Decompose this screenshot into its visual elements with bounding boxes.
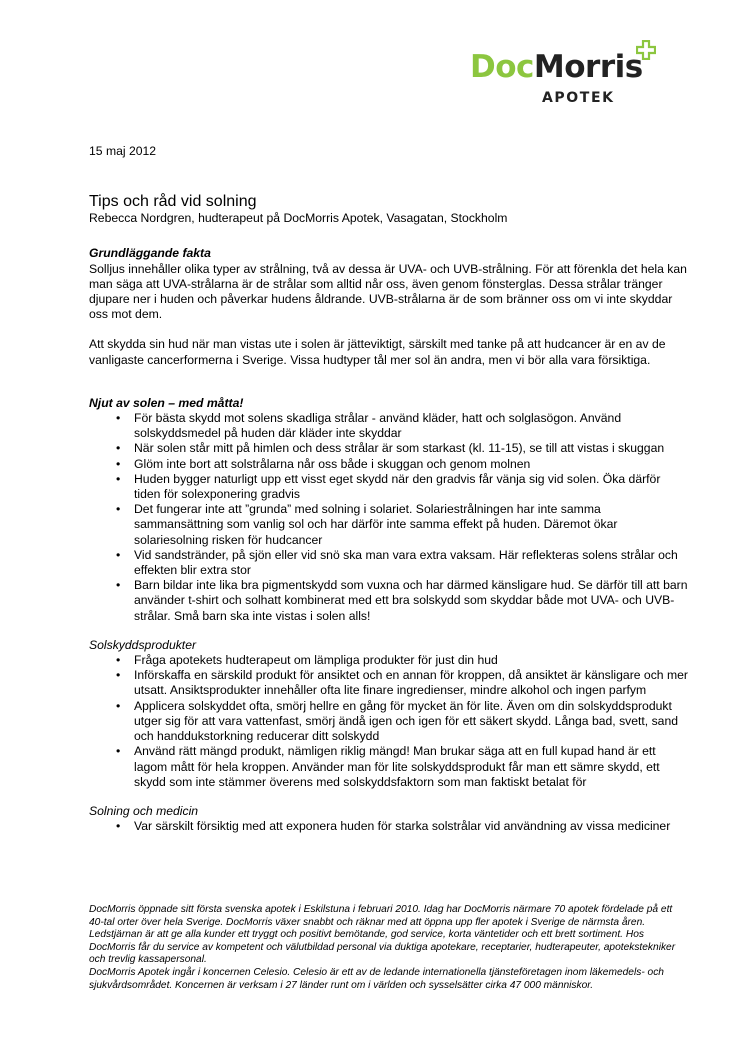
list-item: • För bästa skydd mot solens skadliga strålar - använd kläder, hatt och solglasögon. Använd solskyddsmedel på huden där kläder inte skyddar (116, 411, 622, 441)
logo-morris: Morris (533, 49, 643, 85)
bullet-list-medicin (89, 819, 689, 834)
plus-cross-icon (636, 40, 656, 60)
logo-wordmark (470, 49, 643, 85)
list-item: • Glöm inte bort att solstrålarna når oss både i skuggan och genom molnen (116, 456, 531, 471)
bullet: • (116, 698, 121, 713)
document-body (89, 144, 689, 834)
section-heading-njut: Njut av solen – med måtta! (89, 395, 244, 410)
list-item: • Applicera solskyddet ofta, smörj hellre en gång för mycket än för lite. Även om din solskyddsprodukt utger sig för att vara vattenfast, smörj ändå igen och igen för ett säkert skydd. Långa bad, svett, sand och handdukstorkning reducerar ditt solskydd (116, 698, 679, 744)
footer-paragraph: DocMorris Apotek ingår i koncernen Celesio. Celesio är ett av de ledande internationella tjänsteföretagen inom läkemedels- och sjukvårdsområdet. Koncernen är verksam i 27 länder runt om i världen och sysselsätter cirka 47 000 människor. (89, 966, 664, 991)
bullet: • (116, 547, 121, 562)
section-heading-grundlaggande: Grundläggande fakta (89, 246, 211, 261)
list-item: • Var särskilt försiktig med att exponera huden för starka solstrålar vid användning av vissa mediciner (116, 819, 671, 834)
bullet: • (116, 578, 121, 593)
section-heading-solskydd: Solskyddsprodukter (89, 637, 197, 652)
logo-apotek: APOTEK (542, 90, 615, 106)
bullet: • (116, 819, 121, 834)
list-item: • Använd rätt mängd produkt, nämligen riklig mängd! Man brukar säga att en full kupad hand är ett lagom mått för hela kroppen. Använder man för lite solskyddsprodukt får man ett sämre skydd, ett skydd som inte stämmer överens med solskyddsfaktorn som man faktiskt betalat för (116, 744, 660, 789)
bullet-list-njut (89, 411, 689, 624)
document-date: 15 maj 2012 (89, 144, 157, 158)
list-item: • Vid sandstränder, på sjön eller vid snö ska man vara extra vaksam. Här reflekteras solens strålar och effekten blir extra stor (116, 547, 678, 578)
list-item: • Införskaffa en särskild produkt för ansiktet och en annan för kroppen, då ansiktet är känsligare och mer utsatt. Ansiktsprodukter innehåller ofta lite finare ingredienser, mindre alkohol och ingen parfym (116, 668, 688, 698)
bullet: • (116, 471, 121, 486)
logo-doc: Doc (470, 49, 534, 85)
bullet: • (116, 668, 121, 683)
company-footer (89, 904, 689, 992)
bullet: • (116, 653, 121, 668)
docmorris-logo (470, 40, 680, 112)
list-item: • Huden bygger naturligt upp ett visst eget skydd när den gradvis får vänja sig vid solen. Öka därför tiden för solexponering gradvis (116, 471, 661, 502)
bullet-list-solskydd (89, 653, 689, 790)
bullet: • (116, 441, 121, 456)
list-item: • Barn bildar inte lika bra pigmentskydd som vuxna och har därmed känsligare hud. Se därför till att barn använder t-shirt och solhatt kombinerat med ett bra solskydd som skyddar både mot UVA- och UVB-strålar. Små barn ska inte vistas i solen alls! (116, 578, 688, 623)
document-title: Tips och råd vid solning (89, 193, 257, 211)
list-item: • Det fungerar inte att ”grunda” med solning i solariet. Solariestrålningen har inte samma sammansättning som vanlig sol och har därför inte samma effekt på huden. Däremot ökar solariesolning risken för hudcancer (116, 502, 618, 547)
list-item: • När solen står mitt på himlen och dess strålar är som starkast (kl. 11-15), se till att vistas i skuggan (116, 441, 665, 456)
bullet: • (116, 456, 121, 471)
bullet: • (116, 411, 121, 426)
bullet: • (116, 744, 121, 759)
list-item: • Fråga apotekets hudterapeut om lämpliga produkter för just din hud (116, 653, 498, 668)
document-subtitle: Rebecca Nordgren, hudterapeut på DocMorris Apotek, Vasagatan, Stockholm (89, 211, 508, 226)
paragraph: Att skydda sin hud när man vistas ute i solen är jätteviktigt, särskilt med tanke på att hudcancer är en av de vanligaste cancerformerna i Sverige. Vissa hudtyper tål mer sol än andra, men vi bör alla vara försiktiga. (89, 337, 666, 367)
section-heading-medicin: Solning och medicin (89, 803, 199, 818)
paragraph: Solljus innehåller olika typer av strålning, två av dessa är UVA- och UVB-strålning. För att förenkla det hela kan man säga att UVA-strålarna är de strålar som alltid når oss, även genom fönsterglas. Dessa strålar tränger djupare ner i huden och påverkar hudens åldrande. UVB-strålarna är de som bränner oss om vi inte skyddar oss mot dem. (89, 261, 687, 322)
bullet: • (116, 502, 121, 517)
footer-paragraph: DocMorris öppnade sitt första svenska apotek i Eskilstuna i februari 2010. Idag har DocMorris närmare 70 apotek fördelade på ett 40-tal orter över hela Sverige. DocMorris växer snabbt och räknar med att öppna upp fler apotek i Sverige de närmsta åren. Ledstjärnan är att ge alla kunder ett tryggt och positivt bemötande, god service, korta väntetider och ett brett sortiment. Hos DocMorris får du service av kompetent och välutbildad personal via duktiga apotekare, receptarier, hudterapeuter, apotekstekniker och trevlig kassapersonal. (89, 904, 676, 966)
